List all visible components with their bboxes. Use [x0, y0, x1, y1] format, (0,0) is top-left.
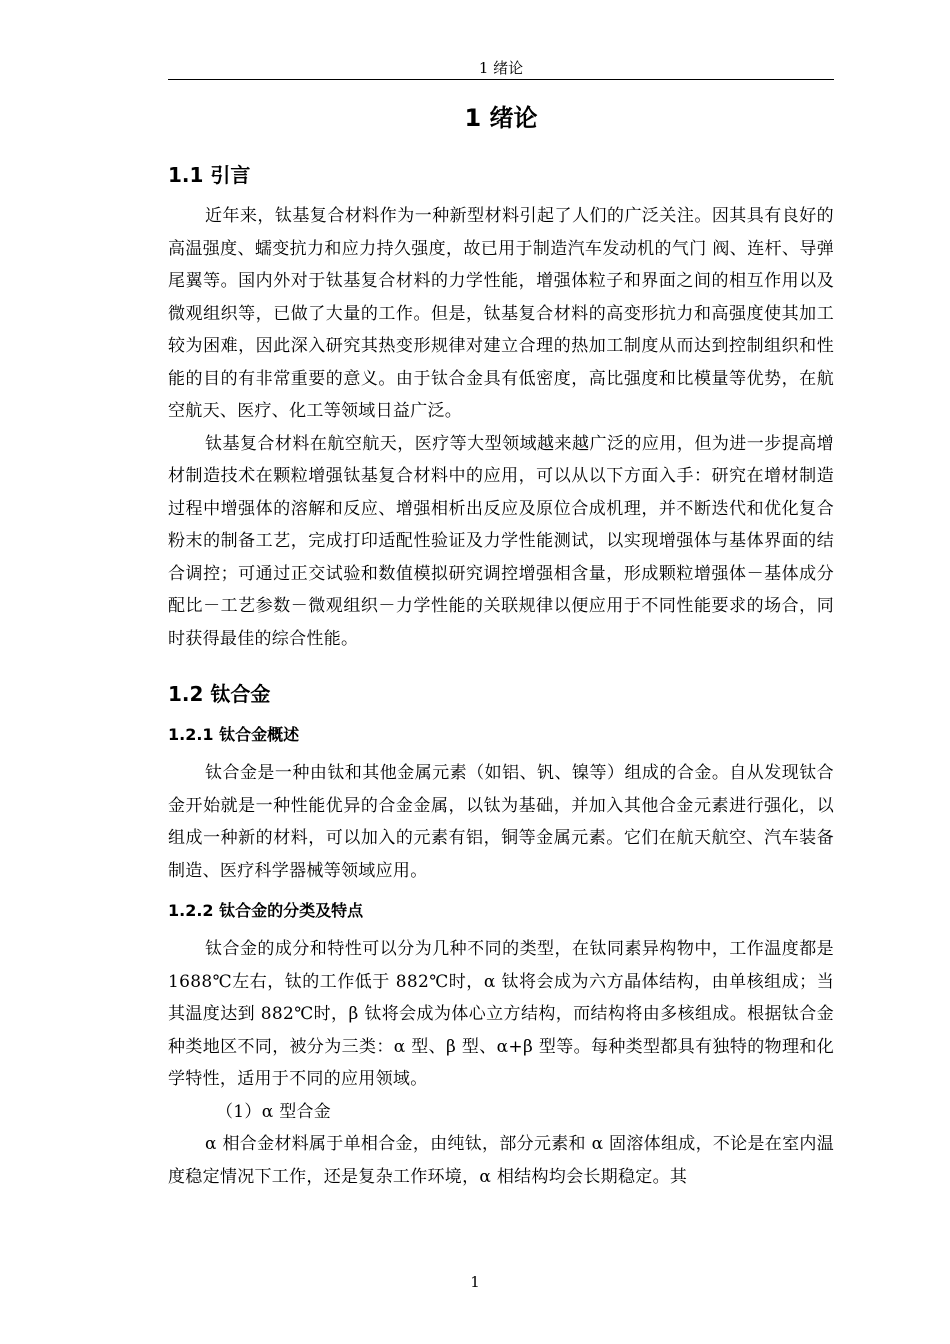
- page-body: [168, 98, 834, 1193]
- section-title-titanium-alloy: 1.2 钛合金: [168, 682, 271, 706]
- running-header: 1 绪论: [478, 59, 524, 77]
- intro-paragraph-1: 近年来，钛基复合材料作为一种新型材料引起了人们的广泛关注。因其具有良好的高温强度、蠕变抗力和应力持久强度，故已用于制造汽车发动机的气门 阀、连杆、导弹尾翼等。国内外对于钛基复合材料的力学性能，增强体粒子和界面之间的相互作用以及微观组织等，已做了大量的工作。但是，钛基复合材料的高变形抗力和高强度使其加工较为困难，因此深入研究其热变形规律对建立合理的热加工制度从而达到控制组织和性能的目的有非常重要的意义。由于钛合金具有低密度，高比强度和比模量等优势，在航空航天、医疗、化工等领域日益广泛。: [168, 206, 834, 421]
- header-rule: [168, 79, 834, 80]
- subsection-title-overview: 1.2.1 钛合金概述: [168, 725, 300, 744]
- subsection-title-classification: 1.2.2 钛合金的分类及特点: [168, 901, 364, 920]
- alpha-alloy-paragraph: α 相合金材料属于单相合金，由纯钛，部分元素和 α 固溶体组成，不论是在室内温度稳定情况下工作，还是复杂工作环境，α 相结构均会长期稳定。其: [168, 1134, 834, 1187]
- chapter-title: 1 绪论: [464, 104, 538, 132]
- overview-paragraph: 钛合金是一种由钛和其他金属元素（如铝、钒、镍等）组成的合金。自从发现钛合金开始就是一种性能优异的合金金属，以钛为基础，并加入其他合金元素进行强化，以组成一种新的材料，可以加入的元素有铝，铜等金属元素。它们在航天航空、汽车装备制造、医疗科学器械等领域应用。: [168, 763, 834, 881]
- classification-paragraph: 钛合金的成分和特性可以分为几种不同的类型，在钛同素异构物中，工作温度都是 1688℃左右，钛的工作低于 882℃时，α 钛将会成为六方晶体结构，由单核组成；当其温度达到 882℃时，β 钛将会成为体心立方结构，而结构将由多核组成。根据钛合金种类地区不同，被分为三类：α 型、β 型、α+β 型等。每种类型都具有独特的物理和化学特性，适用于不同的应用领域。: [168, 939, 834, 1089]
- alpha-alloy-label: （1）α 型合金: [216, 1101, 332, 1122]
- section-title-intro: 1.1 引言: [168, 163, 251, 187]
- intro-paragraph-2: 钛基复合材料在航空航天，医疗等大型领域越来越广泛的应用，但为进一步提高增材制造技术在颗粒增强钛基复合材料中的应用，可以从以下方面入手：研究在增材制造过程中增强体的溶解和反应、增强相析出反应及原位合成机理，并不断迭代和优化复合粉末的制备工艺，完成打印适配性验证及力学性能测试，以实现增强体与基体界面的结合调控；可通过正交试验和数值模拟研究调控增强相含量，形成颗粒增强体－基体成分配比－工艺参数－微观组织－力学性能的关联规律以便应用于不同性能要求的场合，同时获得最佳的综合性能。: [168, 433, 834, 649]
- page-number: 1: [470, 1273, 480, 1291]
